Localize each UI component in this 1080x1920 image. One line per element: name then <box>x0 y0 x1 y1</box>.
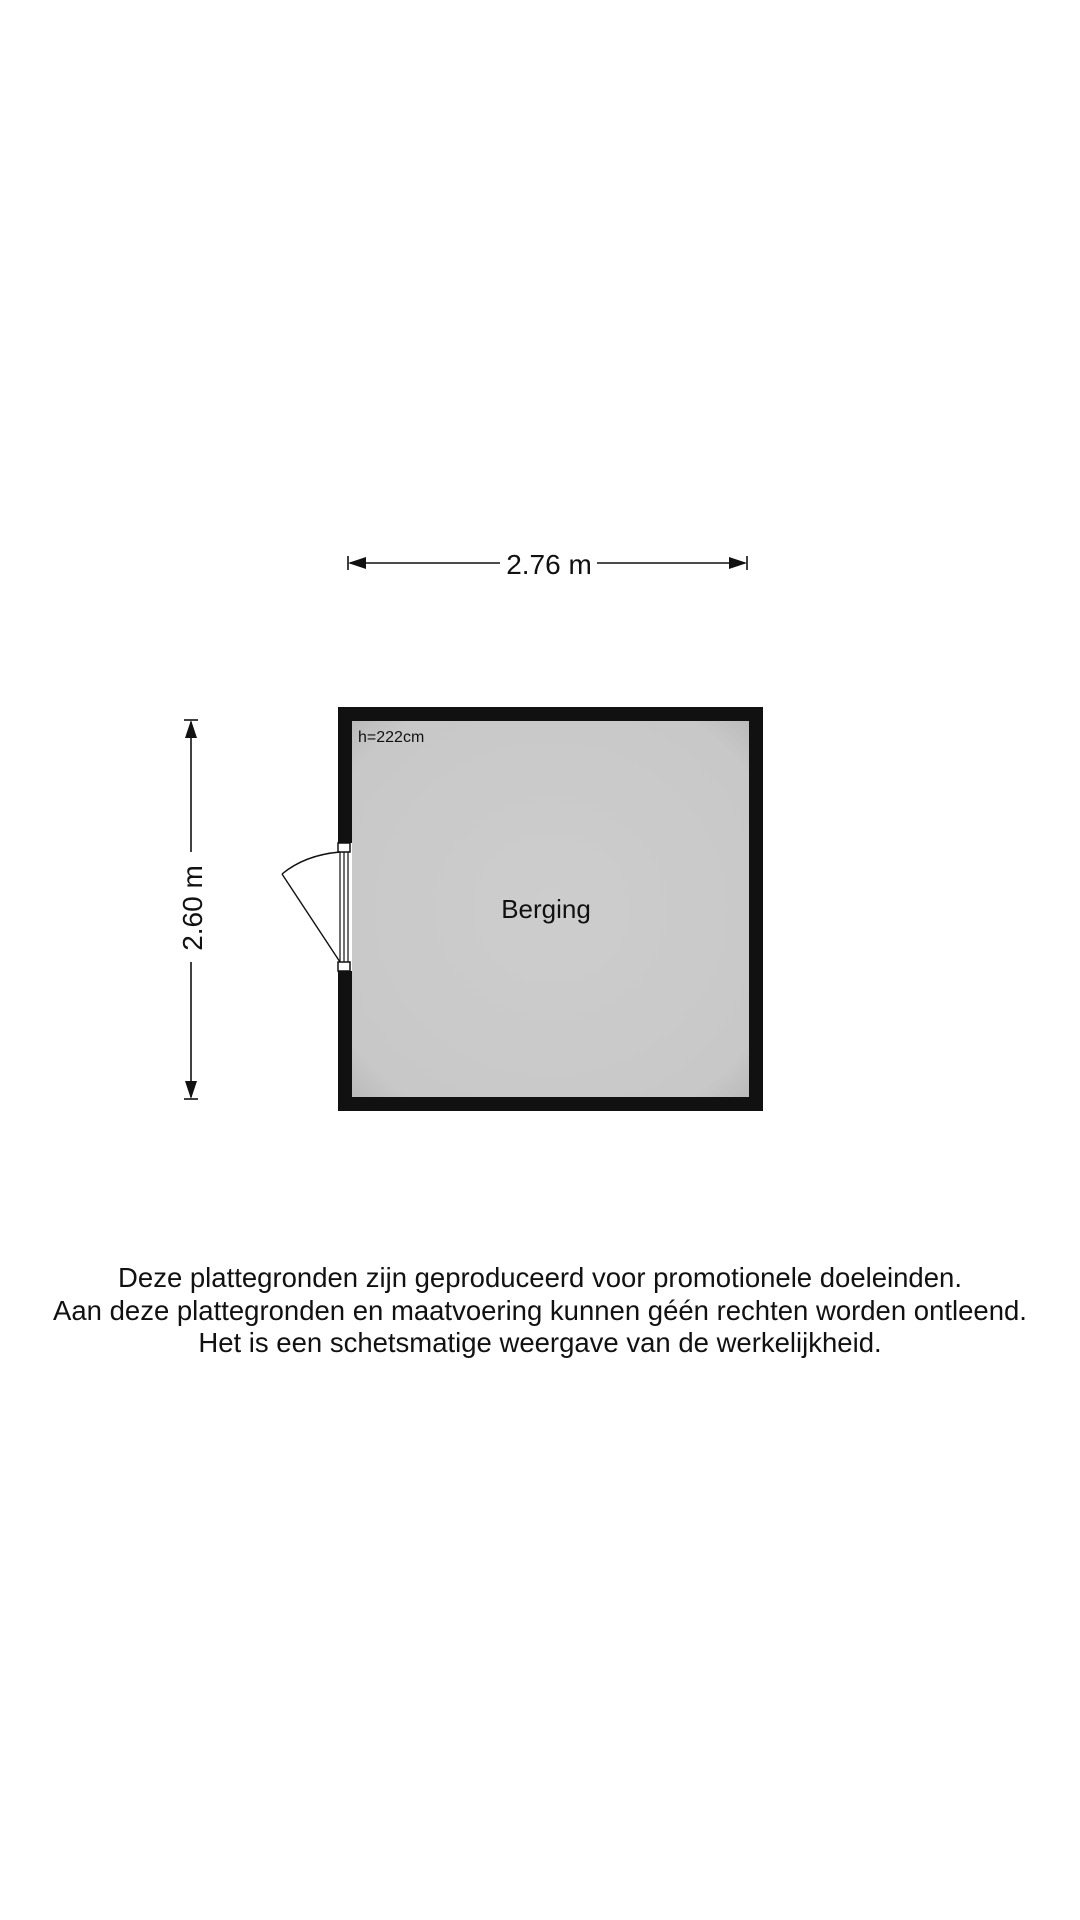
disclaimer-line-2: Aan deze plattegronden en maatvoering kunnen géén rechten worden ontleend. <box>53 1294 1027 1326</box>
door-leaf <box>282 874 340 962</box>
door <box>282 843 352 971</box>
width-dimension-label: 2.76 m <box>506 549 592 580</box>
room-name-label: Berging <box>501 894 591 924</box>
disclaimer-text <box>0 1262 1080 1360</box>
arrow-right-icon <box>729 557 747 569</box>
arrow-left-icon <box>348 557 366 569</box>
height-dimension <box>177 720 208 1099</box>
disclaimer-line-3: Het is een schetsmatige weergave van de werkelijkheid. <box>198 1327 882 1358</box>
room-height-label: h=222cm <box>358 729 425 746</box>
door-swing-arc <box>282 852 340 874</box>
disclaimer-line-1: Deze plattegronden zijn geproduceerd voor promotionele doeleinden. <box>118 1262 962 1293</box>
arrow-down-icon <box>185 1081 197 1099</box>
door-jamb-bottom <box>338 962 350 971</box>
width-dimension <box>348 549 747 580</box>
door-jamb-top <box>338 843 350 852</box>
height-dimension-label: 2.60 m <box>177 865 208 951</box>
room-berging <box>338 707 763 1111</box>
arrow-up-icon <box>185 720 197 738</box>
